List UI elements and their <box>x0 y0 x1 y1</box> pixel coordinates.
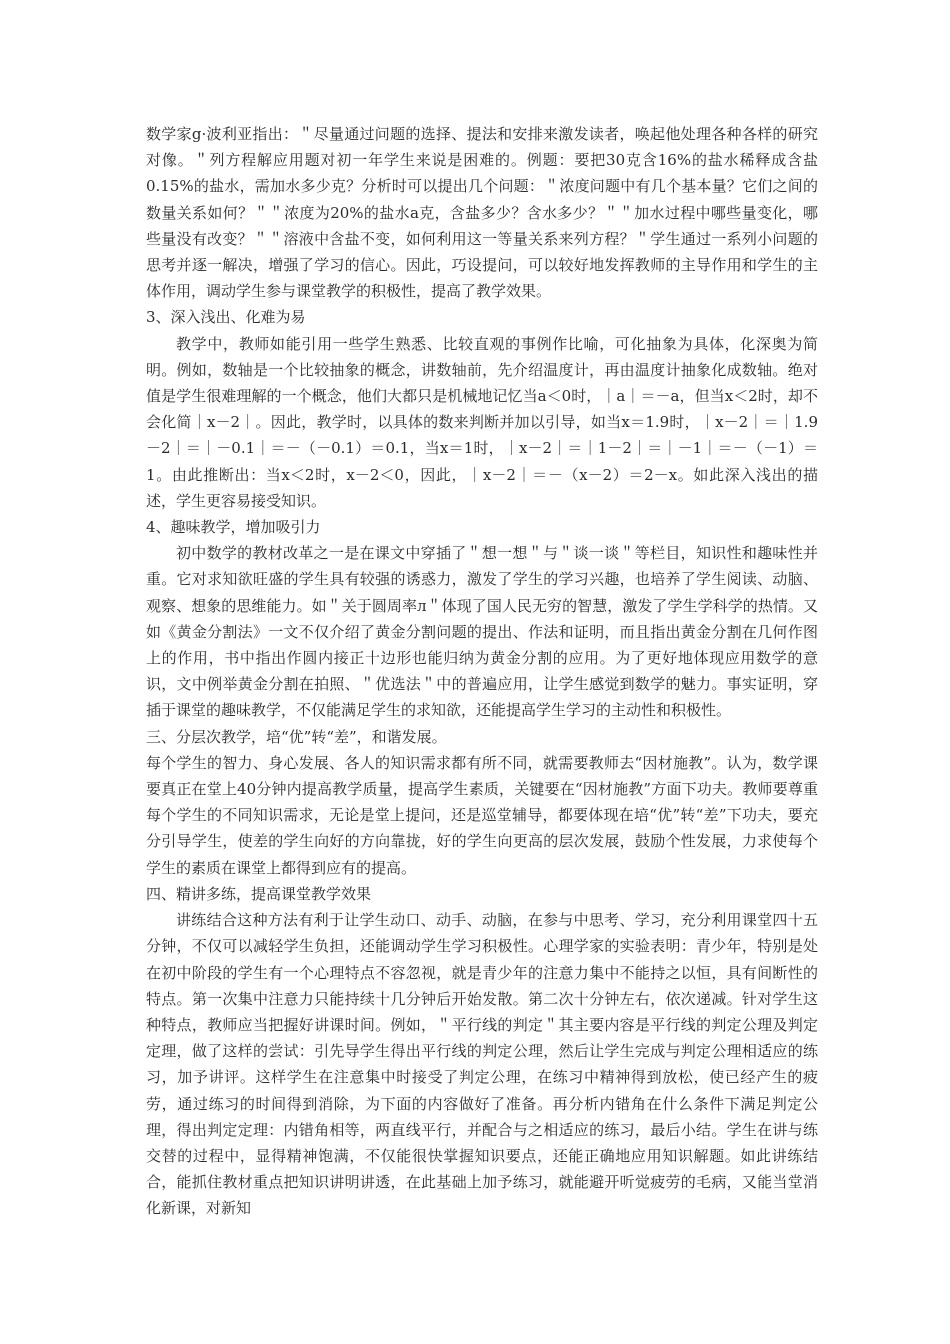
paragraph-section-3: 教学中，教师如能引用一些学生熟悉、比较直观的事例作比喻，可化抽象为具体，化深奥为简明。例如，数轴是一个比较抽象的概念，讲数轴前，先介绍温度计，再由温度计抽象化成数轴。绝对值是学生很难理解的一个概念，他们大都只是机械地记忆当a＜0时，｜a｜＝－a，但当x＜2时，却不会化简｜x－2｜。因此，教学时，以具体的数来判断并加以引导，如当x＝1.9时，｜x－2｜＝｜1.9－2｜＝｜－0.1｜＝－（－0.1）＝0.1，当x＝1时，｜x－2｜＝｜1－2｜＝｜－1｜＝－（－1）＝1。由此推断出：当x＜2时，x－2＜0，因此，｜x－2｜＝－（x－2）＝2－x。如此深入浅出的描述，学生更容易接受知识。 <box>146 334 818 510</box>
paragraph-part-three: 每个学生的智力、身心发展、各人的知识需求都有所不同，就需要教师去“因材施教”。认为，数学课要真正在堂上40分钟内提高教学质量，提高学生素质，关键要在“因材施教”方面下功夫。教师要尊重每个学生的不同知识需求，无论是堂上提问，还是巡堂辅导，都要体现在培“优”转“差”下功夫，要充分引导学生，使差的学生向好的方向靠拢，好的学生向更高的层次发展，鼓励个性发展，力求使每个学生的素质在课堂上都得到应有的提高。 <box>146 753 818 877</box>
paragraph-section-4: 初中数学的教材改革之一是在课文中穿插了＂想一想＂与＂谈一谈＂等栏目，知识性和趣味性并重。它对求知欲旺盛的学生具有较强的诱惑力，激发了学生的学习兴趣，也培养了学生阅读、动脑、观察、想象的思维能力。如＂关于圆周率л＂体现了国人民无穷的智慧，激发了学生学科学的热情。又如《黄金分割法》一文不仅介绍了黄金分割问题的提出、作法和证明，而且指出黄金分割在几何作图上的作用，书中指出作圆内接正十边形也能归纳为黄金分割的应用。为了更好地体现应用数学的意识，文中例举黄金分割在拍照、＂优选法＂中的普遍应用，让学生感觉到数学的魅力。事实证明，穿插于课堂的趣味教学，不仅能满足学生的求知欲，还能提高学生学习的主动性和积极性。 <box>146 544 818 720</box>
heading-section-4: 4、趣味教学，增加吸引力 <box>146 518 321 537</box>
paragraph-intro: 数学家g·波利亚指出：＂尽量通过问题的选择、提法和安排来激发读者，唤起他处理各种各样的研究对像。＂列方程解应用题对初一年学生来说是困难的。例题：要把30克含16%的盐水稀释成含盐0.15%的盐水，需加水多少克？分析时可以提出几个问题：＂浓度问题中有几个基本量？它们之间的数量关系如何？＂＂浓度为20%的盐水a克，含盐多少？含水多少？＂＂加水过程中哪些量变化，哪些量没有改变？＂＂溶液中含盐不变，如何利用这一等量关系来列方程？＂学生通过一系列小问题的思考并逐一解决，增强了学习的信心。因此，巧设提问，可以较好地发挥教师的主导作用和学生的主体作用，调动学生参与课堂教学的积极性，提高了教学效果。 <box>146 125 818 301</box>
heading-section-3: 3、深入浅出、化难为易 <box>146 308 306 327</box>
heading-part-three: 三、分层次教学，培“优”转“差”，和谐发展。 <box>146 727 447 746</box>
heading-part-four: 四、精讲多练，提高课堂教学效果 <box>146 884 372 903</box>
document-page <box>146 121 818 1222</box>
paragraph-part-four: 讲练结合这种方法有利于让学生动口、动手、动脑，在参与中思考、学习，充分利用课堂四十五分钟，不仅可以减轻学生负担，还能调动学生学习积极性。心理学家的实验表明：青少年，特别是处在初中阶段的学生有一个心理特点不容忽视，就是青少年的注意力集中不能持之以恒，具有间断性的特点。第一次集中注意力只能持续十几分钟后开始发散。第二次十分钟左右，依次递减。针对学生这种特点，教师应当把握好讲课时间。例如，＂平行线的判定＂其主要内容是平行线的判定公理及判定定理，做了这样的尝试：引先导学生得出平行线的判定公理，然后让学生完成与判定公理相适应的练习，加予讲评。这样学生在注意集中时接受了判定公理，在练习中精神得到放松，使已经产生的疲劳，通过练习的时间得到消除，为下面的内容做好了准备。再分析内错角在什么条件下满足判定公理，得出判定定理：内错角相等，两直线平行，并配合与之相适应的练习，最后小结。学生在讲与练交替的过程中，显得精神饱满，不仅能很快掌握知识要点，还能正确地应用知识解题。如此讲练结合，能抓住教材重点把知识讲明讲透，在此基础上加予练习，就能避开听觉疲劳的毛病，又能当堂消化新课，对新知 <box>146 911 818 1218</box>
